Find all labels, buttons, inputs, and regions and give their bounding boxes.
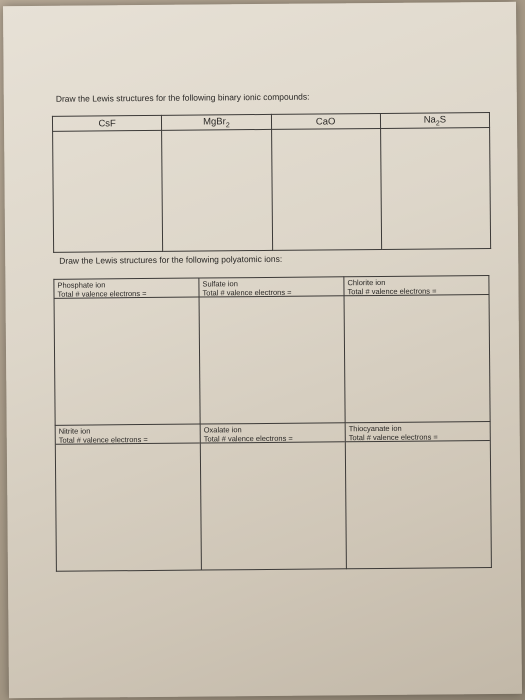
ion-label-sulfate [199, 277, 343, 297]
ion-valence-label: Total # valence electrons = [347, 286, 437, 297]
compound-formula-csf: CsF [98, 117, 116, 129]
compound-subscript-na2s: 2 [435, 119, 440, 127]
ion-label-phosphate [54, 279, 198, 299]
compound-cell-mgbr2 [162, 114, 271, 130]
ion-cell-nitrite[interactable] [55, 424, 201, 571]
drawing-area-csf[interactable] [53, 130, 163, 252]
binary-instruction: Draw the Lewis structures for the following binary ionic compounds: [55, 91, 310, 104]
ion-cell-phosphate[interactable] [54, 278, 200, 425]
ion-label-chlorite [344, 276, 488, 296]
ion-name: Nitrite ion [58, 426, 91, 436]
ion-cell-chlorite[interactable] [344, 276, 490, 423]
compound-cell-csf [52, 115, 161, 131]
ion-valence-label: Total # valence electrons = [348, 432, 438, 443]
compound-formula-na2s-tail: S [439, 113, 447, 125]
ion-name: Sulfate ion [202, 279, 238, 289]
ion-name: Chlorite ion [347, 277, 386, 288]
compound-formula-mgbr2: MgBr [203, 115, 226, 128]
ion-name: Oxalate ion [203, 425, 242, 435]
polyatomic-ions-table [53, 275, 492, 572]
drawing-area-na2s[interactable] [380, 128, 490, 250]
ion-valence-label: Total # valence electrons = [58, 435, 148, 445]
drawing-area-mgbr2[interactable] [162, 129, 272, 251]
ion-label-oxalate [201, 423, 345, 443]
ion-name: Phosphate ion [57, 280, 106, 290]
ion-valence-label: Total # valence electrons = [57, 289, 147, 299]
compound-subscript-mgbr2: 2 [225, 121, 230, 129]
compound-cell-na2s [380, 113, 489, 129]
compound-cell-cao [271, 113, 380, 129]
ion-cell-sulfate[interactable] [199, 277, 345, 424]
ion-valence-label: Total # valence electrons = [203, 433, 293, 444]
ion-cell-thiocyanate[interactable] [345, 422, 491, 569]
ion-label-thiocyanate [346, 422, 490, 442]
worksheet-page [3, 2, 522, 698]
compound-formula-cao: CaO [315, 115, 336, 128]
binary-compounds-table [52, 112, 491, 253]
ion-name: Thiocyanate ion [348, 423, 402, 434]
drawing-area-cao[interactable] [271, 128, 381, 250]
polyatomic-instruction: Draw the Lewis structures for the following polyatomic ions: [59, 253, 283, 266]
ion-label-nitrite [56, 425, 200, 445]
ion-valence-label: Total # valence electrons = [202, 287, 292, 298]
ion-cell-oxalate[interactable] [200, 423, 346, 570]
compound-formula-na2s: Na [423, 114, 436, 126]
